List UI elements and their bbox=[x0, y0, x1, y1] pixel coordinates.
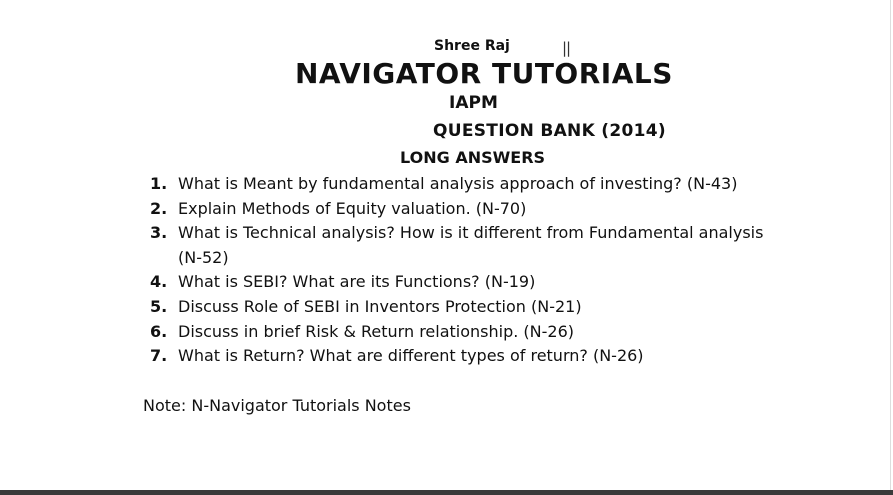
header-shree-raj: Shree Raj bbox=[434, 38, 510, 54]
question-text: Discuss Role of SEBI in Inventors Protection (N-21) bbox=[178, 296, 582, 316]
question-list bbox=[144, 172, 844, 369]
question-item bbox=[144, 295, 844, 320]
page-title: NAVIGATOR TUTORIALS bbox=[295, 57, 673, 90]
question-number: 4. bbox=[150, 272, 168, 292]
question-number: 5. bbox=[150, 296, 168, 316]
question-number: 6. bbox=[150, 321, 168, 341]
question-text: Discuss in brief Risk & Return relationship. (N-26) bbox=[178, 321, 575, 341]
question-item bbox=[144, 270, 844, 295]
page-edge-divider bbox=[890, 0, 891, 490]
question-bank-heading: QUESTION BANK (2014) bbox=[433, 121, 666, 141]
question-text: Explain Methods of Equity valuation. (N-70) bbox=[178, 198, 527, 218]
question-text: What is Technical analysis? How is it different from Fundamental analysis (N-52) bbox=[178, 223, 764, 267]
question-text: What is SEBI? What are its Functions? (N-19) bbox=[178, 272, 536, 292]
question-item bbox=[144, 172, 844, 197]
question-number: 2. bbox=[150, 198, 168, 218]
course-name: IAPM bbox=[449, 93, 498, 113]
bottom-divider bbox=[0, 490, 893, 495]
text-cursor-mark: || bbox=[562, 39, 571, 57]
question-item bbox=[144, 320, 844, 345]
question-item bbox=[144, 221, 768, 270]
question-text: What is Meant by fundamental analysis approach of investing? (N-43) bbox=[178, 174, 738, 193]
question-number: 1. bbox=[150, 174, 168, 193]
question-item bbox=[144, 344, 844, 369]
question-text: What is Return? What are different types of return? (N-26) bbox=[178, 346, 644, 366]
question-number: 3. bbox=[150, 223, 168, 243]
footnote: Note: N-Navigator Tutorials Notes bbox=[143, 396, 411, 415]
question-item bbox=[144, 197, 844, 222]
question-number: 7. bbox=[150, 346, 168, 366]
section-heading: LONG ANSWERS bbox=[400, 148, 546, 167]
